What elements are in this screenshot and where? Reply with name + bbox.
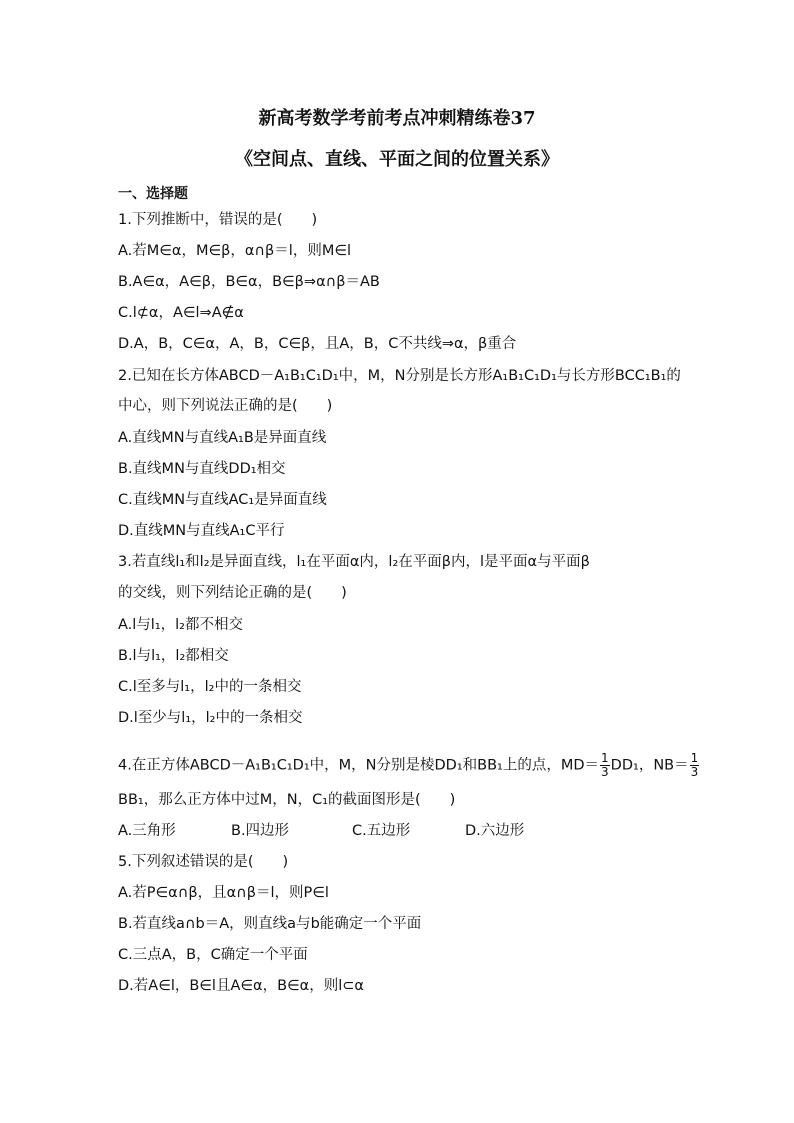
q3-stem-line1: 3.若直线l₁和l₂是异面直线，l₁在平面α内，l₂在平面β内，l是平面α与平面β [118,554,590,570]
q2-option-c: C.直线MN与直线AC₁是异面直线 [118,492,327,508]
section-heading: 一、选择题 [118,186,188,202]
q1-option-d: D.A，B，C∈α，A，B，C∈β，且A，B，C不共线⇒α，β重合 [118,336,517,352]
q5-option-c: C.三点A，B，C确定一个平面 [118,947,308,963]
document-subtitle: 《空间点、直线、平面之间的位置关系》 [235,149,559,170]
q1-option-b: B.A∈α，A∈β，B∈α，B∈β⇒α∩β＝AB [118,274,380,290]
q2-stem-line1: 2.已知在长方体ABCD－A₁B₁C₁D₁中，M，N分别是长方形A₁B₁C₁D₁与长方形BCC₁B₁的 [118,368,681,384]
q4-option-c: C.五边形 [352,823,411,839]
q5-stem: 5.下列叙述错误的是( ) [118,854,289,870]
q2-option-b: B.直线MN与直线DD₁相交 [118,461,286,477]
fraction-denominator: 3 [601,765,609,779]
q4-option-d: D.六边形 [465,823,525,839]
q5-option-b: B.若直线a∩b＝A，则直线a与b能确定一个平面 [118,916,422,932]
fraction-one-third [600,752,610,779]
q2-stem-line2: 中心，则下列说法正确的是( ) [118,398,333,414]
fraction-numerator: 1 [690,751,699,765]
q3-option-d: D.l至少与l₁，l₂中的一条相交 [118,710,303,726]
q4-stem-line2: BB₁，那么正方体中过M，N，C₁的截面图形是( ) [118,792,456,808]
q2-option-a: A.直线MN与直线A₁B是异面直线 [118,430,327,446]
q2-option-d: D.直线MN与直线A₁C平行 [118,523,285,539]
q5-option-d: D.若A∈l，B∈l且A∈α，B∈α，则l⊂α [118,978,364,994]
fraction-denominator: 3 [690,765,699,779]
q5-option-a: A.若P∈α∩β，且α∩β＝l，则P∈l [118,885,329,901]
q3-option-c: C.l至多与l₁，l₂中的一条相交 [118,679,302,695]
fraction-numerator: 1 [601,751,609,765]
q4-stem-part-a: 4.在正方体ABCD－A₁B₁C₁D₁中，M，N分别是棱DD₁和BB₁上的点，MD＝ [118,757,600,774]
q3-stem-line2: 的交线，则下列结论正确的是( ) [118,585,347,601]
q4-options [118,821,524,841]
fraction-one-third [690,752,700,779]
q3-option-a: A.l与l₁，l₂都不相交 [118,617,243,633]
q4-stem-line1 [118,752,700,779]
q1-stem: 1.下列推断中，错误的是( ) [118,212,318,228]
q4-stem-part-b: DD₁，NB＝ [610,757,689,774]
q4-option-a: A.三角形 [118,823,176,839]
q1-option-c: C.l⊄α，A∈l⇒A∉α [118,305,244,321]
document-title: 新高考数学考前考点冲刺精练卷37 [258,108,536,129]
q3-option-b: B.l与l₁，l₂都相交 [118,648,229,664]
q1-option-a: A.若M∈α，M∈β，α∩β＝l，则M∈l [118,243,351,259]
q4-option-b: B.四边形 [231,823,290,839]
